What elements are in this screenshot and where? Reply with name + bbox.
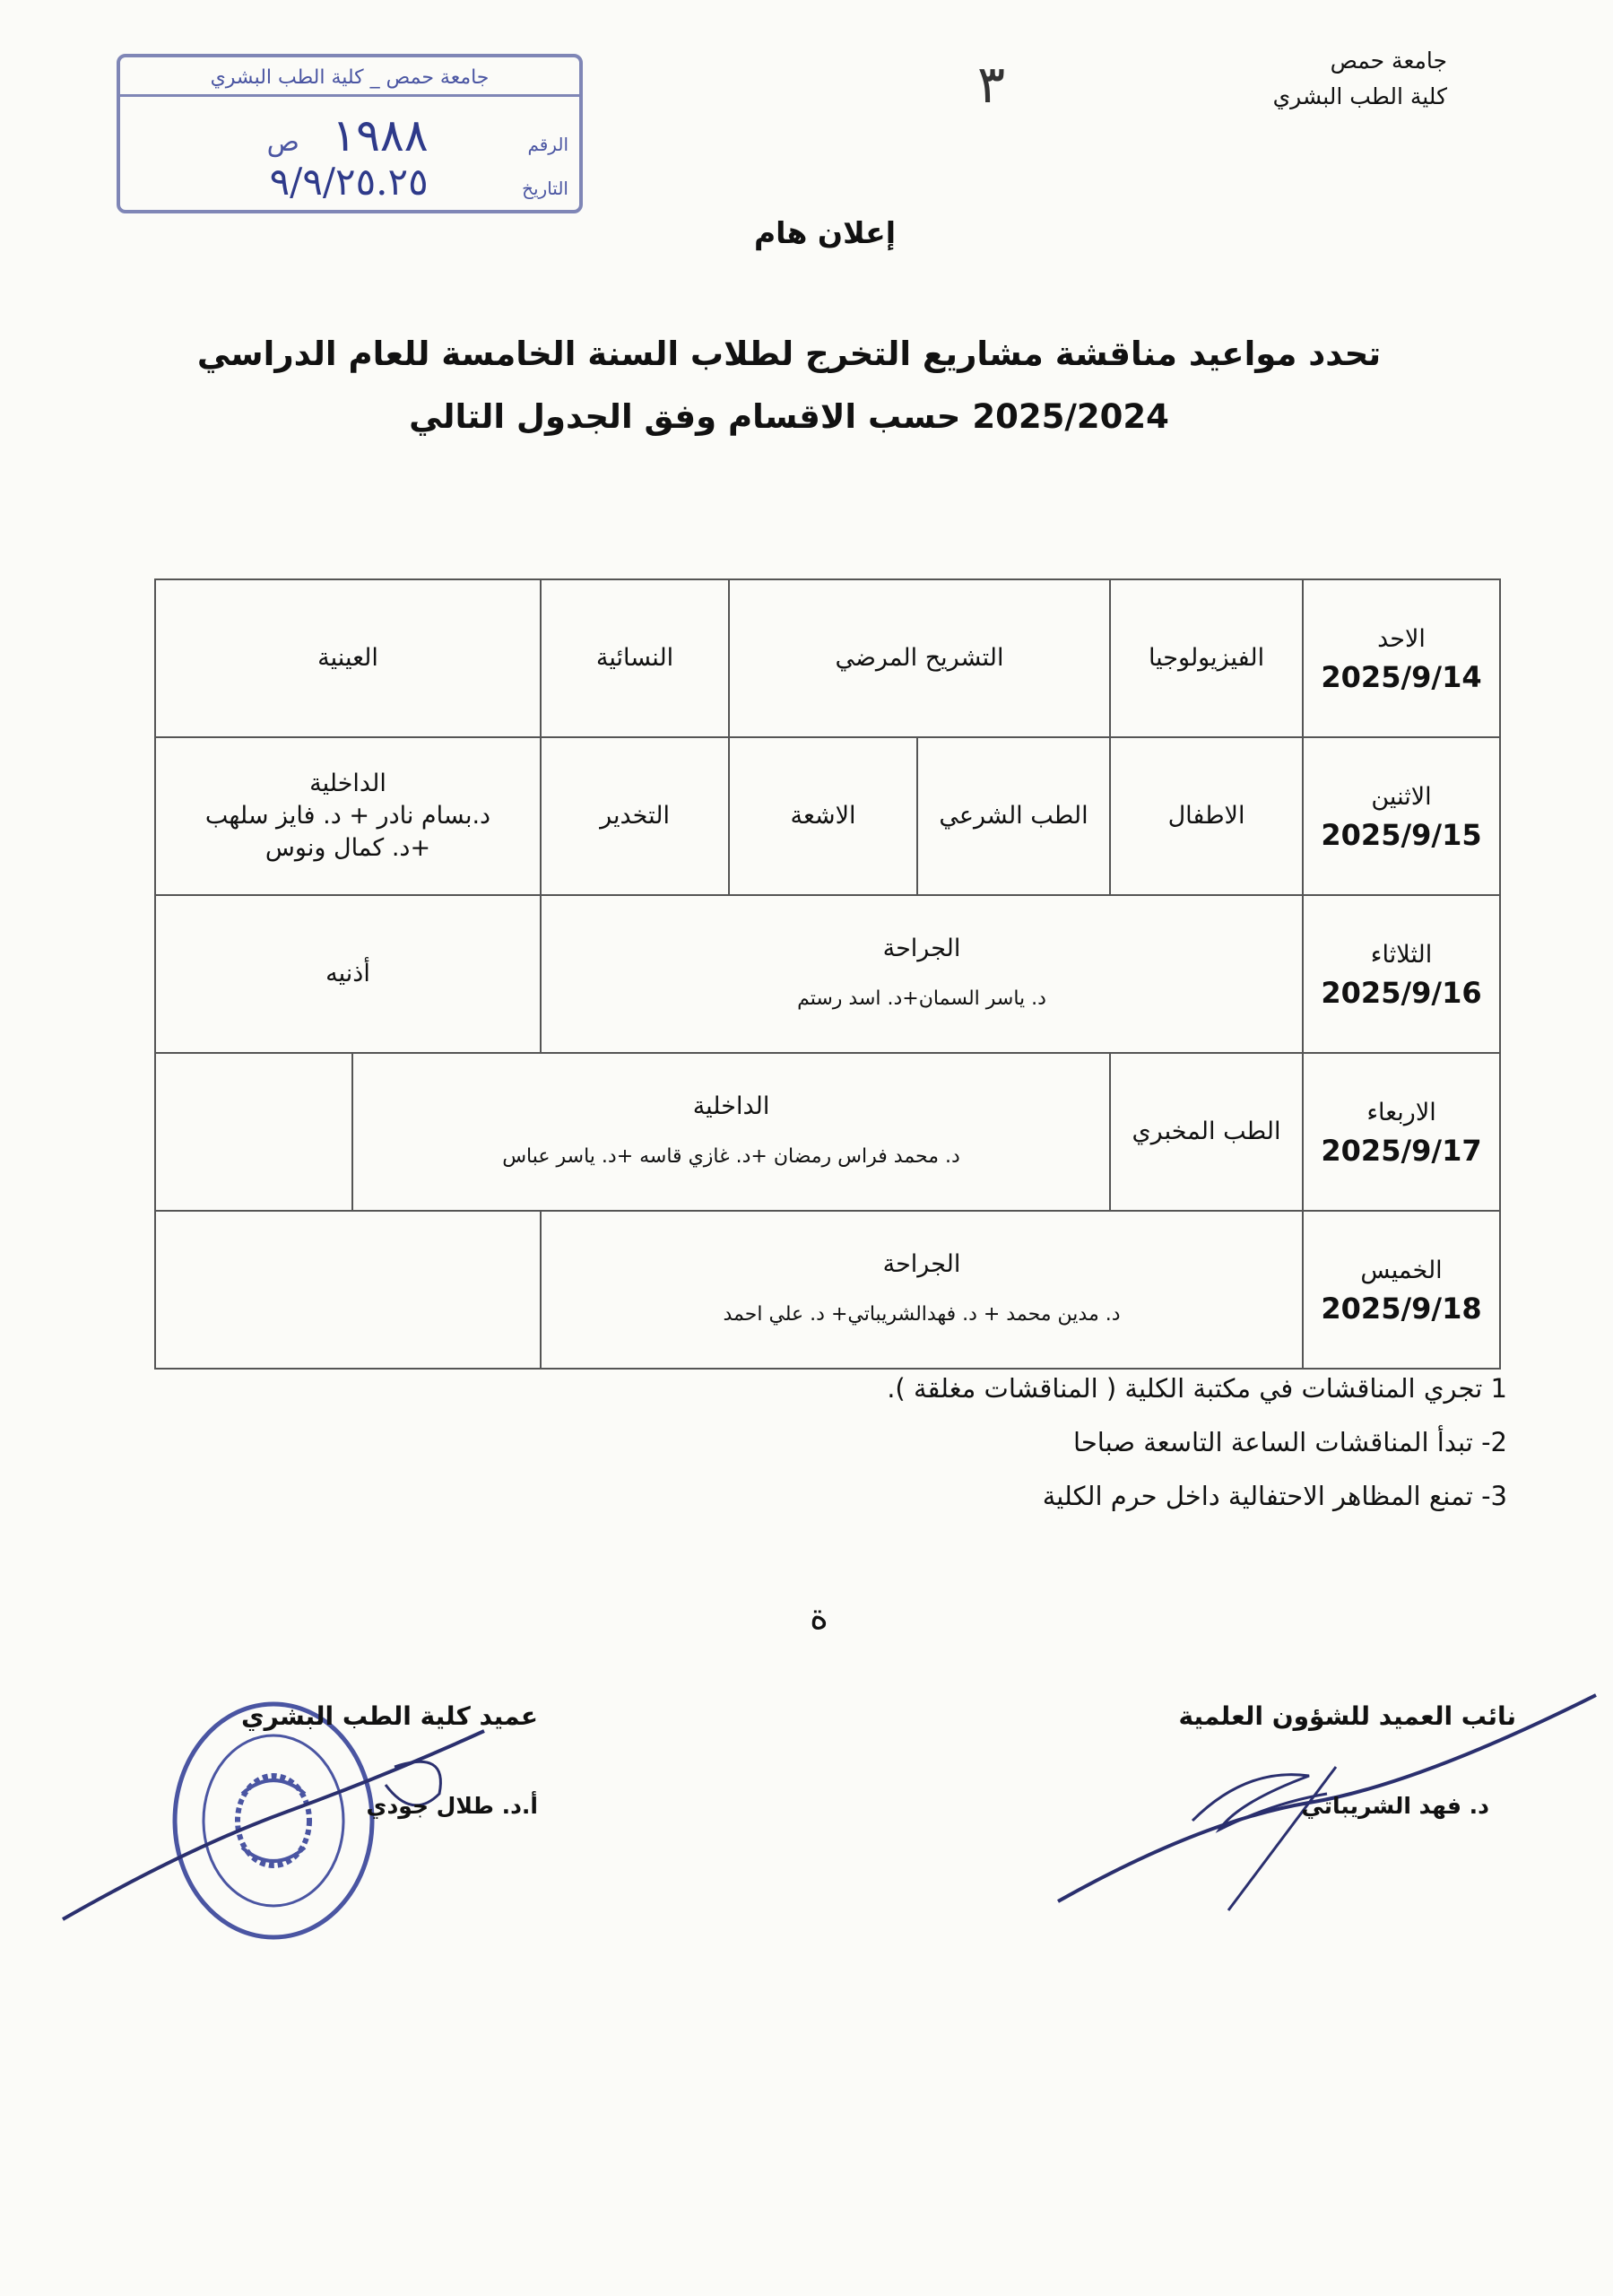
day-cell <box>1303 1053 1500 1211</box>
department-cell: الفيزيولوجيا <box>1110 579 1303 737</box>
day-name: الخميس <box>1360 1257 1443 1284</box>
page-title: إعلان هام <box>753 215 897 250</box>
day-cell <box>1303 579 1500 737</box>
table-row <box>155 737 1500 895</box>
table-row <box>155 579 1500 737</box>
day-name: الاحد <box>1377 625 1426 653</box>
stamp-number-suffix: ص <box>266 126 299 158</box>
stamp-date-label: التاريخ <box>522 178 568 199</box>
vice-dean-name: د. فهد الشريباتي <box>1301 1793 1489 1819</box>
day-date: 2025/9/15 <box>1321 818 1482 852</box>
stamp-number-value: ١٩٨٨ <box>332 109 429 161</box>
stamp-header: جامعة حمص _ كلية الطب البشري <box>120 66 579 97</box>
university-name: جامعة حمص <box>1330 48 1447 74</box>
department-cell: النسائية <box>541 579 729 737</box>
day-date: 2025/9/14 <box>1321 660 1482 694</box>
empty-cell <box>155 1053 352 1211</box>
stamp-number-label: الرقم <box>527 134 568 155</box>
day-cell <box>1303 1211 1500 1369</box>
empty-cell <box>155 1211 541 1369</box>
registry-stamp <box>117 54 583 213</box>
day-name: الاثنين <box>1371 783 1432 811</box>
department-label: الداخلية <box>692 1092 770 1120</box>
examiners-line: +د. كمال ونوس <box>264 834 431 862</box>
examiners-line: د. ياسر السمان+د. اسد رستم <box>797 987 1046 1010</box>
department-cell <box>155 737 541 895</box>
note-item: 1 تجري المناقشات في مكتبة الكلية ( المناقشات مغلقة ). <box>887 1373 1507 1404</box>
examiners-line: د. محمد فراس رمضان +د. غازي قاسه +د. ياسر عباس <box>502 1145 960 1168</box>
table-row <box>155 1053 1500 1211</box>
subtitle-line-2: 2025/2024 حسب الاقسام وفق الجدول التالي <box>409 397 1169 436</box>
dean-signature-block <box>179 1700 538 1823</box>
department-label: الداخلية <box>309 770 386 797</box>
department-label: الجراحة <box>882 935 961 962</box>
examiners-line: د. مدين محمد + د. فهدالشريباتي+ د. علي احمد <box>723 1303 1121 1326</box>
day-date: 2025/9/18 <box>1321 1292 1482 1326</box>
small-mark: ة <box>810 1596 828 1638</box>
notes-list <box>887 1361 1507 1523</box>
vice-dean-signature-block <box>1178 1700 1516 1823</box>
department-cell: الاطفال <box>1110 737 1303 895</box>
vice-dean-title: نائب العميد للشؤون العلمية <box>1178 1701 1516 1731</box>
department-cell: الاشعة <box>729 737 917 895</box>
table-row <box>155 1211 1500 1369</box>
day-cell <box>1303 737 1500 895</box>
department-cell: التخدير <box>541 737 729 895</box>
stamp-date-row <box>270 160 568 204</box>
letterhead <box>1273 43 1447 115</box>
day-name: الاربعاء <box>1366 1099 1436 1126</box>
handwritten-mark: ٣ <box>977 54 1006 115</box>
subtitle-line-1: تحدد مواعيد مناقشة مشاريع التخرج لطلاب السنة الخامسة للعام الدراسي <box>196 335 1382 373</box>
department-cell <box>352 1053 1110 1211</box>
table-row <box>155 895 1500 1053</box>
day-date: 2025/9/16 <box>1321 976 1482 1010</box>
note-item: 2- تبدأ المناقشات الساعة التاسعة صباحا <box>1073 1427 1507 1457</box>
note-item: 3- تمنع المظاهر الاحتفالية داخل حرم الكلية <box>1042 1481 1507 1511</box>
department-cell: الطب الشرعي <box>917 737 1110 895</box>
faculty-name: كلية الطب البشري <box>1272 83 1447 109</box>
dean-name: أ.د. طلال جودي <box>366 1793 538 1819</box>
day-cell <box>1303 895 1500 1053</box>
department-cell: العينية <box>155 579 541 737</box>
announcement-subtitle <box>143 323 1435 448</box>
department-cell: أذنيه <box>155 895 541 1053</box>
day-date: 2025/9/17 <box>1321 1134 1482 1168</box>
department-cell: الطب المخبري <box>1110 1053 1303 1211</box>
stamp-date-value: ٩/٩/٢٥.٢٥ <box>269 160 429 204</box>
department-label: الجراحة <box>882 1250 961 1278</box>
day-name: الثلاثاء <box>1370 941 1433 969</box>
dean-title: عميد كلية الطب البشري <box>240 1701 538 1731</box>
department-cell: التشريح المرضي <box>729 579 1110 737</box>
department-cell <box>541 895 1303 1053</box>
schedule-table <box>154 578 1501 1370</box>
examiners-line: د.بسام نادر + د. فايز سلهب <box>204 802 491 830</box>
department-cell <box>541 1211 1303 1369</box>
stamp-number-row <box>267 109 568 161</box>
